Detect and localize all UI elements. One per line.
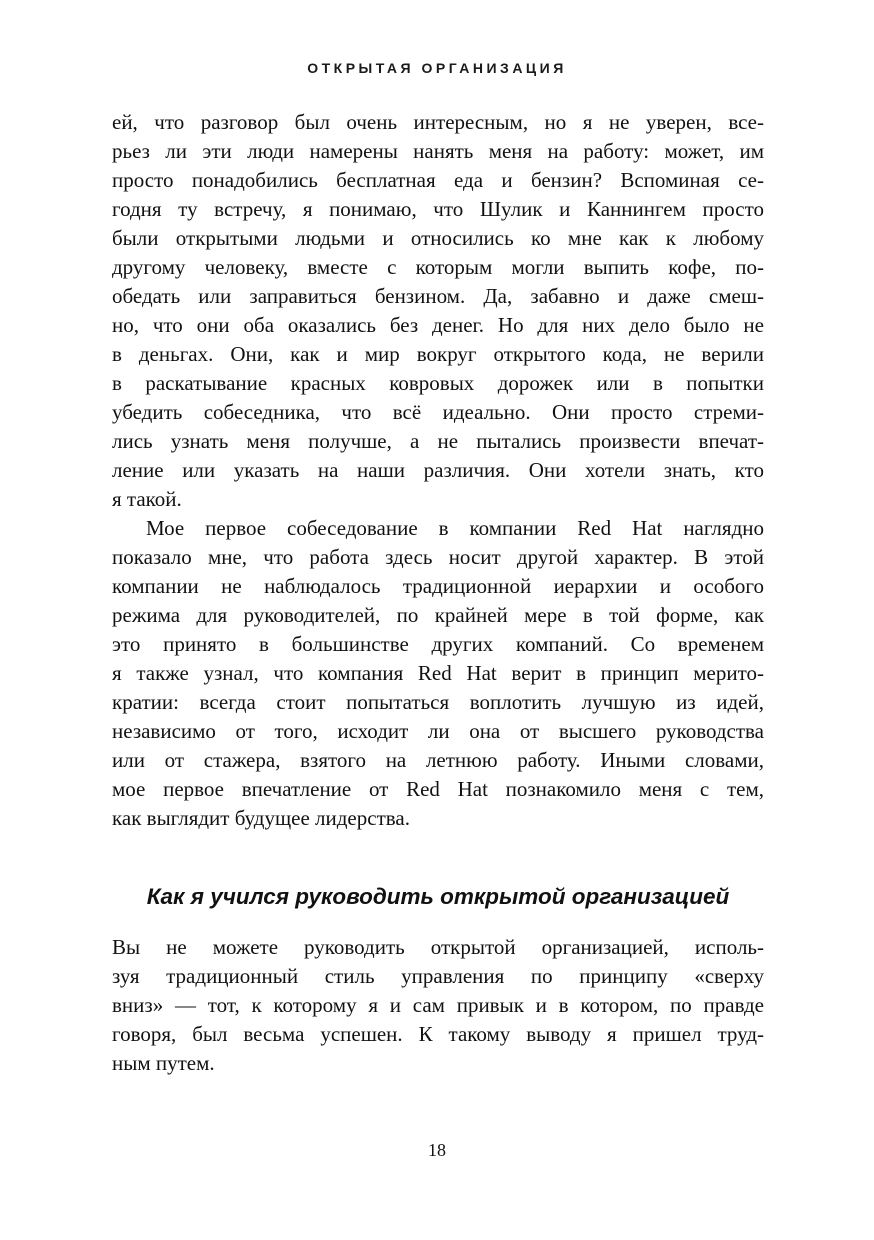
text-line: я такой.: [112, 487, 182, 511]
text-line: я также узнал, что компания Red Hat верит в принцип мерито-: [112, 661, 764, 685]
text-line: как выглядит будущее лидерства.: [112, 806, 410, 830]
text-line: показало мне, что работа здесь носит другой характер. В этой: [112, 545, 764, 569]
text-line: но, что они оба оказались без денег. Но для них дело было не: [112, 313, 764, 337]
text-line: или от стажера, взятого на летнюю работу. Иными словами,: [112, 748, 764, 772]
text-line: просто понадобились бесплатная еда и бензин? Вспоминая се-: [112, 168, 764, 192]
text-line: убедить собеседника, что всё идеально. Они просто стреми-: [112, 400, 764, 424]
text-line: в деньгах. Они, как и мир вокруг открытого кода, не верили: [112, 342, 764, 366]
text-line: Мое первое собеседование в компании Red Hat наглядно: [146, 516, 764, 540]
paragraph: [112, 933, 764, 1078]
section-heading: Как я учился руководить открытой организацией: [146, 884, 730, 909]
text-line: рьез ли эти люди намерены нанять меня на работу: может, им: [112, 139, 764, 163]
text-line: это принято в большинстве других компаний. Со временем: [112, 632, 764, 656]
text-line: обедать или заправиться бензином. Да, забавно и даже смеш-: [112, 284, 764, 308]
text-line: другому человеку, вместе с которым могли выпить кофе, по-: [112, 255, 764, 279]
text-line: ным путем.: [112, 1051, 215, 1075]
text-line: режима для руководителей, по крайней мере в той форме, как: [112, 603, 764, 627]
text-column: [112, 108, 764, 1078]
page-number: 18: [428, 1140, 446, 1160]
text-line: зуя традиционный стиль управления по принципу «сверху: [112, 964, 764, 988]
text-line: в раскатывание красных ковровых дорожек или в попытки: [112, 371, 764, 395]
text-line: вниз» — тот, к которому я и сам привык и в котором, по правде: [112, 993, 764, 1017]
text-line: Вы не можете руководить открытой организацией, исполь-: [112, 935, 764, 959]
text-line: говоря, был весьма успешен. К такому выводу я пришел труд-: [112, 1022, 764, 1046]
text-line: ей, что разговор был очень интересным, но я не уверен, все-: [112, 110, 764, 134]
text-line: мое первое впечатление от Red Hat познакомило меня с тем,: [112, 777, 764, 801]
text-line: независимо от того, исходит ли она от высшего руководства: [112, 719, 764, 743]
text-line: компании не наблюдалось традиционной иерархии и особого: [112, 574, 764, 598]
text-line: кратии: всегда стоит попытаться воплотить лучшую из идей,: [112, 690, 764, 714]
text-line: были открытыми людьми и относились ко мне как к любому: [112, 226, 764, 250]
text-line: годня ту встречу, я понимаю, что Шулик и Каннингем просто: [112, 197, 764, 221]
paragraph: [112, 108, 764, 514]
text-line: ление или указать на наши различия. Они хотели знать, кто: [112, 458, 764, 482]
text-line: лись узнать меня получше, а не пытались произвести впечат-: [112, 429, 764, 453]
running-head: ОТКРЫТАЯ ОРГАНИЗАЦИЯ: [307, 60, 567, 76]
paragraph: [112, 514, 764, 833]
